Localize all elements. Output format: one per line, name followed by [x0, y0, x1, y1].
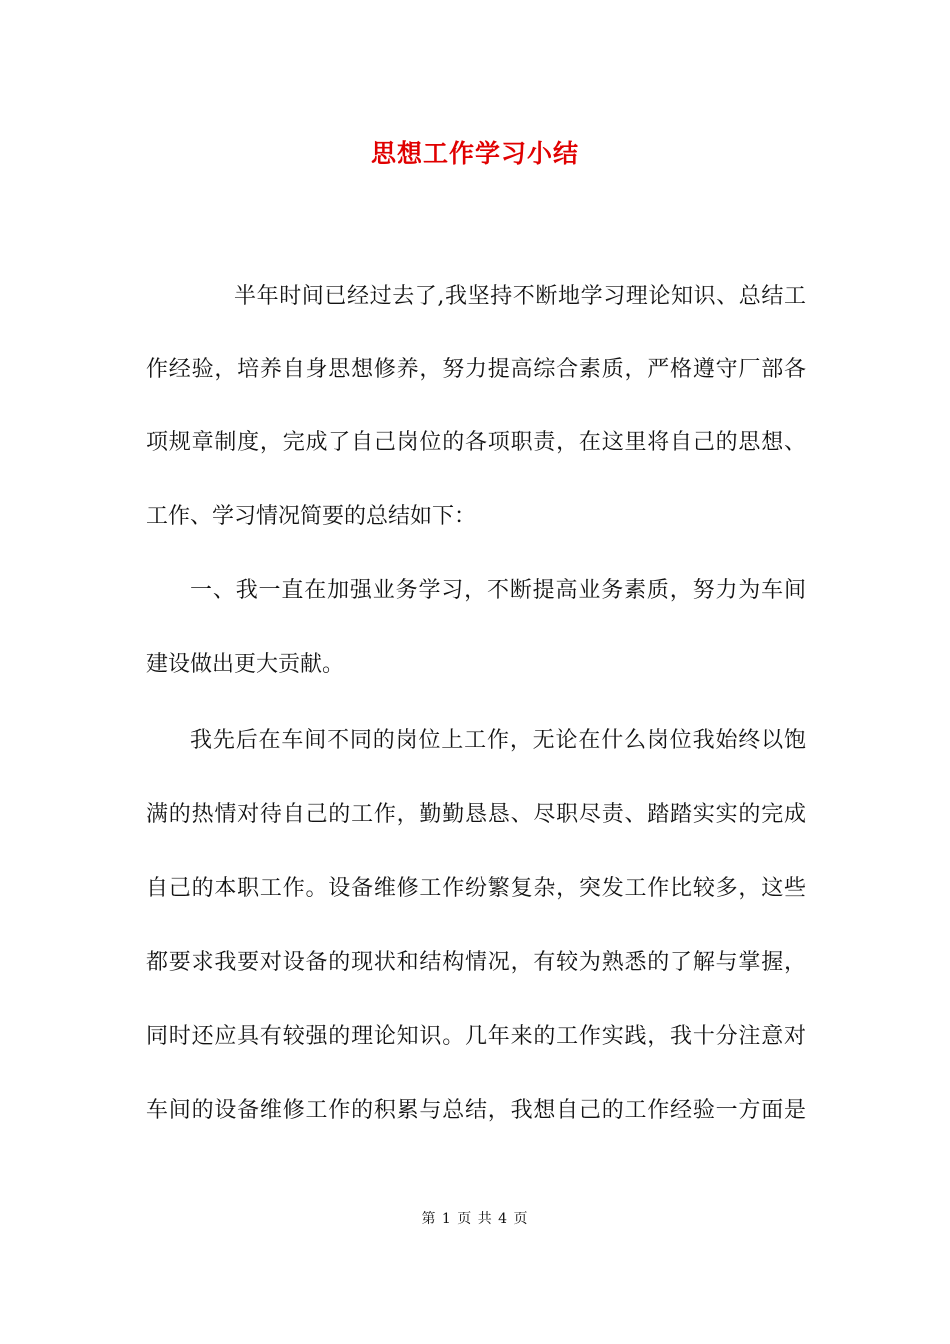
paragraph-line: 自己的本职工作。设备维修工作纷繁复杂，突发工作比较多，这些 [146, 876, 806, 901]
paragraph-line: 半年时间已经过去了,我坚持不断地学习理论知识、总结工 [234, 284, 806, 309]
paragraph-line: 同时还应具有较强的理论知识。几年来的工作实践，我十分注意对 [146, 1024, 806, 1049]
paragraph-line: 都要求我要对设备的现状和结构情况，有较为熟悉的了解与掌握， [146, 950, 806, 975]
document-title: 思想工作学习小结 [370, 139, 579, 168]
paragraph-line: 一、我一直在加强业务学习，不断提高业务素质，努力为车间 [190, 578, 806, 603]
paragraph-line: 建设做出更大贡献。 [146, 652, 345, 677]
paragraph-line: 车间的设备维修工作的积累与总结，我想自己的工作经验一方面是 [146, 1098, 806, 1123]
paragraph-line: 满的热情对待自己的工作，勤勤恳恳、尽职尽责、踏踏实实的完成 [146, 802, 806, 827]
paragraph-line: 项规章制度，完成了自己岗位的各项职责，在这里将自己的思想、 [146, 430, 806, 455]
paragraph-line: 作经验，培养自身思想修养，努力提高综合素质，严格遵守厂部各 [146, 357, 806, 382]
page-footer: 第 1 页 共 4 页 [421, 1211, 529, 1227]
paragraph-line: 我先后在车间不同的岗位上工作，无论在什么岗位我始终以饱 [190, 728, 806, 753]
paragraph-line: 工作、学习情况简要的总结如下： [146, 504, 477, 529]
